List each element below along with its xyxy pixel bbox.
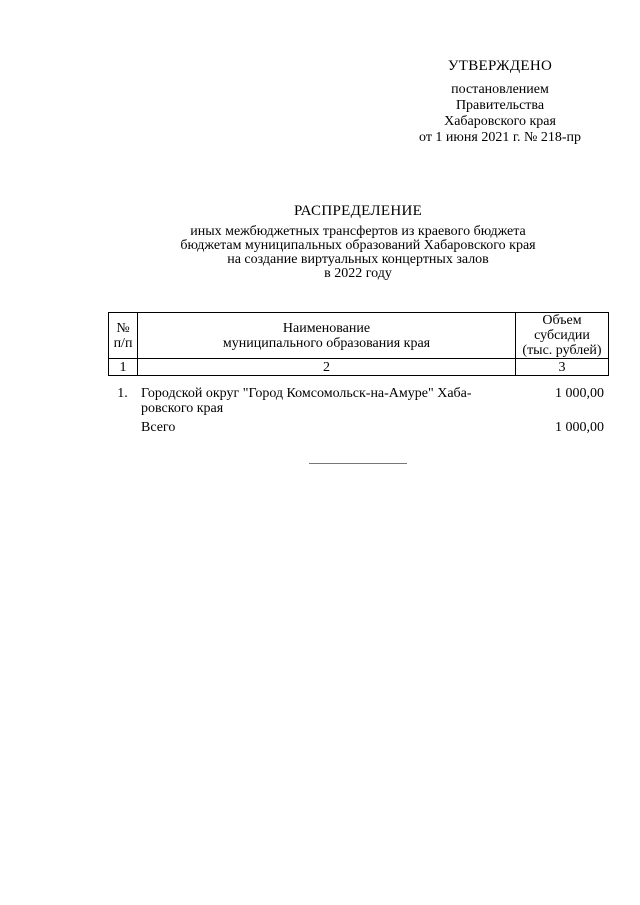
header-row — [109, 313, 609, 359]
column-number-cell: 3 — [516, 359, 609, 376]
document-heading — [130, 203, 586, 281]
total-value: 1 000,00 — [555, 420, 604, 435]
row-name-line: ровского края — [141, 401, 224, 416]
column-number-cell: 1 — [109, 359, 138, 376]
distribution-table-header — [108, 312, 609, 376]
approval-line: постановлением — [451, 82, 549, 97]
total-label: Всего — [141, 420, 176, 435]
approval-line: Хабаровского края — [444, 114, 556, 129]
approval-block — [380, 58, 620, 146]
approval-line: Правительства — [455, 98, 545, 113]
header-cell-number — [109, 313, 138, 359]
row-value: 1 000,00 — [555, 386, 604, 401]
header-text: муниципального образования края — [222, 335, 431, 351]
row-name-line: Городской округ "Город Комсомольск-на-Амуре" Хаба- — [141, 386, 472, 401]
header-text: № — [116, 320, 130, 336]
header-text: субсидии — [534, 328, 590, 343]
header-cell-name — [138, 313, 516, 359]
table-total-row — [108, 420, 608, 435]
row-municipality-name — [137, 386, 515, 416]
header-text: (тыс. рублей) — [522, 343, 602, 358]
distribution-table-body — [108, 386, 608, 435]
approval-title: УТВЕРЖДЕНО — [447, 58, 553, 74]
total-number-empty — [108, 420, 137, 435]
document-subtitle-line: на создание виртуальных концертных залов — [227, 252, 489, 267]
header-text: п/п — [113, 335, 133, 351]
row-number: 1. — [117, 386, 128, 401]
table-row — [108, 386, 608, 416]
header-text: Объем — [542, 313, 582, 328]
header-text: Наименование — [282, 320, 371, 336]
document-title: РАСПРЕДЕЛЕНИЕ — [293, 203, 423, 219]
document-subtitle-line: в 2022 году — [324, 266, 392, 281]
header-cell-value — [516, 313, 609, 359]
approval-date-number: от 1 июня 2021 г. № 218-пр — [419, 130, 581, 145]
column-number-cell: 2 — [138, 359, 516, 376]
document-subtitle-line: бюджетам муниципальных образований Хабаровского края — [180, 238, 536, 253]
document-subtitle-line: иных межбюджетных трансфертов из краевого бюджета — [190, 224, 526, 239]
end-divider-line — [309, 463, 407, 464]
column-number-row — [109, 359, 609, 376]
